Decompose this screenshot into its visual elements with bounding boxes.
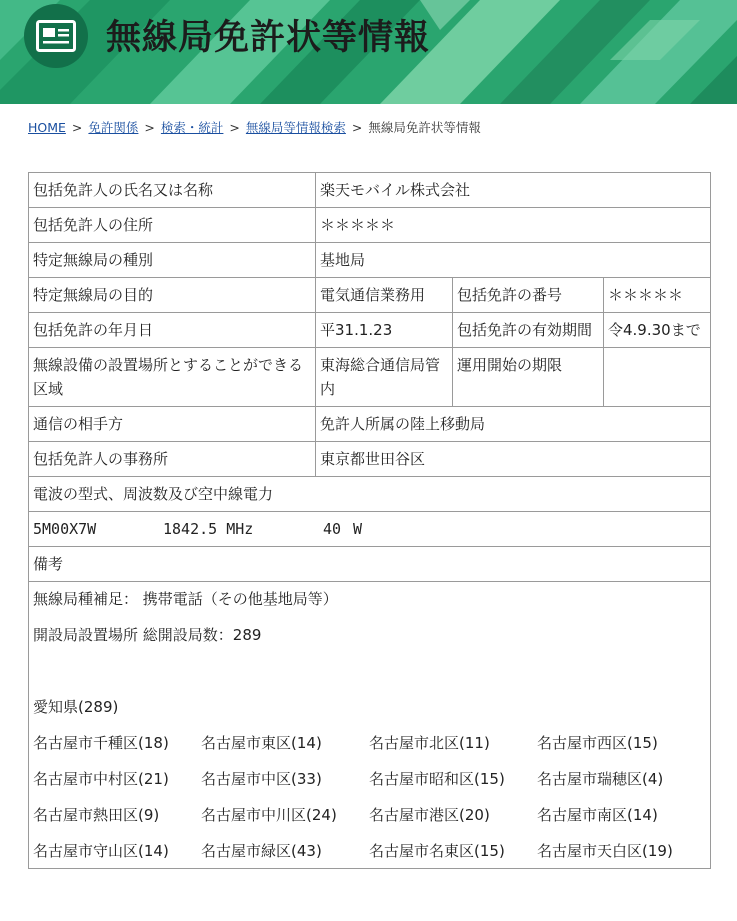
table-row [29, 582, 711, 869]
office-label: 包括免許人の事務所 [29, 442, 316, 477]
license-number-label: 包括免許の番号 [453, 278, 604, 313]
page-header [0, 0, 737, 104]
page-title: 無線局免許状等情報 [106, 18, 431, 58]
radio-spec [29, 512, 711, 547]
breadcrumb-home[interactable]: HOME [28, 120, 66, 135]
validity-value: 令4.9.30まで [604, 313, 711, 348]
table-row [29, 173, 711, 208]
license-date-value: 平31.1.23 [316, 313, 453, 348]
list-item: 名古屋市天白区(19) [537, 842, 673, 860]
license-date-label: 包括免許の年月日 [29, 313, 316, 348]
radio-label: 電波の型式、周波数及び空中線電力 [29, 477, 711, 512]
purpose-label: 特定無線局の目的 [29, 278, 316, 313]
list-item: 名古屋市北区(11) [369, 734, 490, 752]
prefecture-total: 愛知県(289) [33, 698, 119, 716]
breadcrumb-search-stats[interactable]: 検索・統計 [160, 120, 224, 135]
table-row [29, 313, 711, 348]
list-item: 名古屋市守山区(14) [33, 842, 169, 860]
kind-label: 特定無線局の種別 [29, 243, 316, 278]
app-logo [24, 4, 88, 68]
list-item: 名古屋市熱田区(9) [33, 806, 160, 824]
address-label: 包括免許人の住所 [29, 208, 316, 243]
list-item: 名古屋市中川区(24) [201, 806, 337, 824]
area-value: 東海総合通信局管内 [316, 348, 453, 407]
list-item: 名古屋市東区(14) [201, 734, 322, 752]
kind-value: 基地局 [316, 243, 711, 278]
breadcrumb-station-search[interactable]: 無線局等情報検索 [245, 120, 346, 135]
breadcrumb-current: 無線局免許状等情報 [368, 120, 481, 135]
table-row [29, 407, 711, 442]
power-unit: W [353, 520, 363, 538]
address-value: ＊＊＊＊＊ [316, 208, 711, 243]
list-item: 名古屋市千種区(18) [33, 734, 169, 752]
partner-value: 免許人所属の陸上移動局 [316, 407, 711, 442]
list-item: 名古屋市南区(14) [537, 806, 658, 824]
license-info-table [28, 172, 711, 869]
list-item: 名古屋市港区(20) [369, 806, 490, 824]
breadcrumb-separator: > [144, 120, 155, 135]
purpose-value: 電気通信業務用 [316, 278, 453, 313]
list-item: 名古屋市中村区(21) [33, 770, 169, 788]
table-row [29, 512, 711, 547]
name-label: 包括免許人の氏名又は名称 [29, 173, 316, 208]
emission-type: 5M00X7W [33, 520, 97, 538]
start-deadline-value [604, 348, 711, 407]
breadcrumb-separator: > [71, 120, 83, 135]
license-card-icon [36, 20, 76, 52]
area-label: 無線設備の設置場所とすることができる区域 [29, 348, 316, 407]
table-row [29, 547, 711, 582]
frequency: 1842.5 MHz [163, 520, 254, 538]
table-row [29, 278, 711, 313]
table-row [29, 243, 711, 278]
breadcrumb-license[interactable]: 免許関係 [88, 120, 139, 135]
antenna-power: 40 [323, 520, 342, 538]
start-deadline-label: 運用開始の期限 [453, 348, 604, 407]
breadcrumb-separator: > [229, 120, 240, 135]
station-type-note: 無線局種補足： 携帯電話（その他基地局等） [33, 590, 338, 608]
list-item: 名古屋市西区(15) [537, 734, 658, 752]
validity-label: 包括免許の有効期間 [453, 313, 604, 348]
list-item: 名古屋市昭和区(15) [369, 770, 505, 788]
table-row [29, 348, 711, 407]
list-item: 名古屋市緑区(43) [201, 842, 322, 860]
remarks-content [29, 582, 711, 869]
name-value: 楽天モバイル株式会社 [316, 173, 711, 208]
breadcrumb [28, 118, 481, 136]
spacer [33, 659, 706, 695]
remarks-label: 備考 [29, 547, 711, 582]
table-row [29, 477, 711, 512]
office-value: 東京都世田谷区 [316, 442, 711, 477]
list-item: 名古屋市瑞穂区(4) [537, 770, 664, 788]
list-item: 名古屋市名東区(15) [369, 842, 505, 860]
license-number-value: ＊＊＊＊＊ [604, 278, 711, 313]
table-row [29, 442, 711, 477]
breadcrumb-separator: > [351, 120, 363, 135]
partner-label: 通信の相手方 [29, 407, 316, 442]
list-item: 名古屋市中区(33) [201, 770, 322, 788]
station-count-note: 開設局設置場所 総開設局数：289 [33, 626, 262, 644]
table-row [29, 208, 711, 243]
area-list [33, 731, 706, 863]
